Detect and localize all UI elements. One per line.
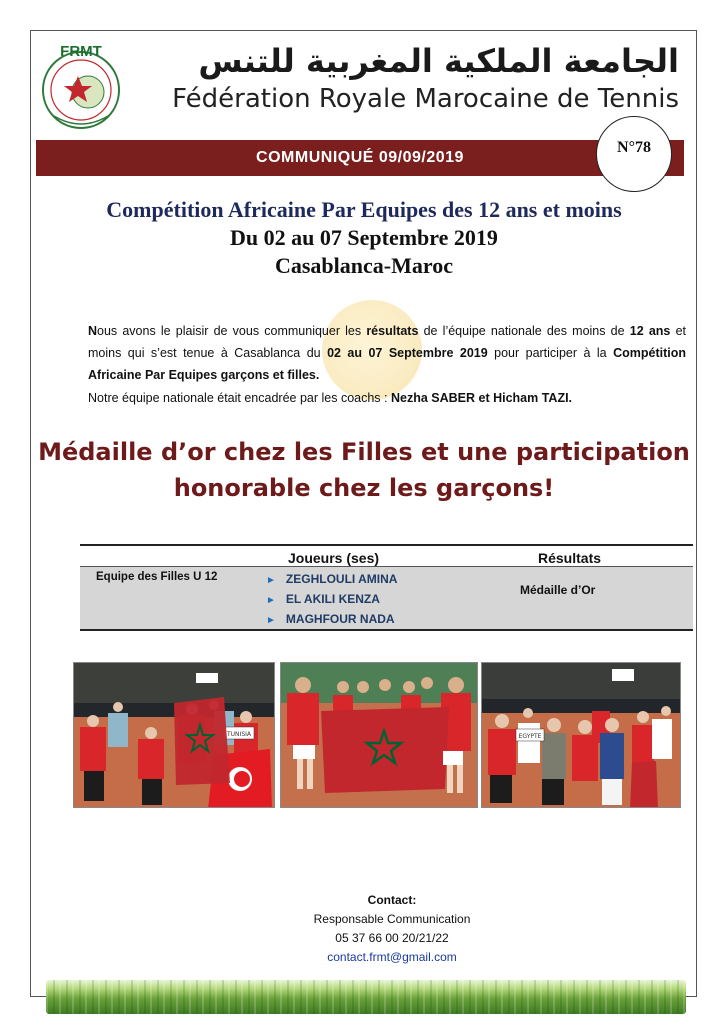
event-location: Casablanca-Maroc: [274, 253, 454, 278]
contact-role: Responsable Communication: [313, 912, 471, 926]
list-item: [266, 570, 397, 590]
team-name: Equipe des Filles U 12: [96, 571, 218, 583]
tunisia-sign: TUNISIA: [227, 731, 251, 738]
intro-bold-age: 12 ans: [629, 324, 671, 338]
headline-line1: Médaille d’or chez les Filles et une participation: [38, 438, 690, 466]
french-federation-name: Fédération Royale Marocaine de Tennis: [172, 84, 679, 114]
player-name: MAGHFOUR NADA: [285, 612, 395, 626]
communique-number-badge: [596, 116, 672, 192]
players-list: [266, 570, 397, 630]
photo-team-tunisia: [73, 662, 275, 808]
list-item: [266, 590, 397, 610]
event-title-line1: Compétition Africaine Par Equipes des 12 ans et moins: [106, 197, 622, 222]
communique-date: COMMUNIQUÉ 09/09/2019: [256, 149, 464, 166]
intro-bold-dates: 02 au 07 Septembre 2019: [327, 346, 488, 360]
player-name: ZEGHLOULI AMINA: [285, 572, 398, 586]
svg-text:FRMT: FRMT: [60, 43, 102, 60]
event-dates: Du 02 au 07 Septembre 2019: [230, 225, 498, 250]
intro-bold-results: résultats: [366, 324, 419, 338]
header-players: Joueurs (ses): [288, 550, 380, 566]
table-row: [80, 566, 693, 631]
egypt-sign: EGYPTE: [518, 733, 542, 740]
arrow-bullet-icon: ►: [266, 595, 276, 606]
communique-banner: [36, 140, 684, 176]
headline-line2: honorable chez les garçons!: [173, 474, 555, 502]
list-item: [266, 610, 397, 630]
intro-bold-competition: Compétition Africaine Par Equipes garçons et filles.: [88, 346, 686, 382]
intro-text-3: et moins qui s’est tenue à Casablanca du: [88, 324, 686, 360]
header-results: Résultats: [538, 550, 602, 566]
intro-text-4: pour participer à la: [487, 346, 614, 360]
player-name: EL AKILI KENZA: [285, 592, 380, 606]
intro-text-2: de l’équipe nationale des moins de: [418, 324, 630, 338]
contact-title: Contact:: [367, 893, 417, 907]
event-title: [40, 196, 688, 280]
arrow-bullet-icon: ►: [266, 615, 276, 626]
coaches-line: [88, 391, 686, 405]
frmt-logo: [36, 42, 126, 132]
results-table: [80, 544, 693, 630]
table-top-rule: [80, 544, 693, 546]
photo-morocco-flag: [280, 662, 478, 808]
grass-footer-image: [46, 980, 686, 1014]
intro-text-1: ous avons le plaisir de vous communiquer les: [97, 324, 367, 338]
intro-dropcap: N: [88, 324, 98, 338]
arrow-bullet-icon: ►: [266, 575, 276, 586]
contact-block: [292, 891, 492, 967]
communique-number: N°78: [617, 139, 651, 156]
coaches-names: Nezha SABER et Hicham TAZI.: [390, 391, 573, 405]
headline: [36, 434, 692, 506]
photo-team-egypt: [481, 662, 681, 808]
arabic-federation-name: الجامعة الملكية المغربية للتنس: [198, 42, 679, 80]
intro-paragraph: [88, 320, 686, 386]
contact-phone: 05 37 66 00 20/21/22: [335, 931, 449, 945]
team-result: Médaille d’Or: [520, 583, 596, 597]
coaches-prefix: Notre équipe nationale était encadrée par les coachs :: [88, 391, 391, 405]
contact-email-link[interactable]: contact.frmt@gmail.com: [327, 950, 457, 964]
